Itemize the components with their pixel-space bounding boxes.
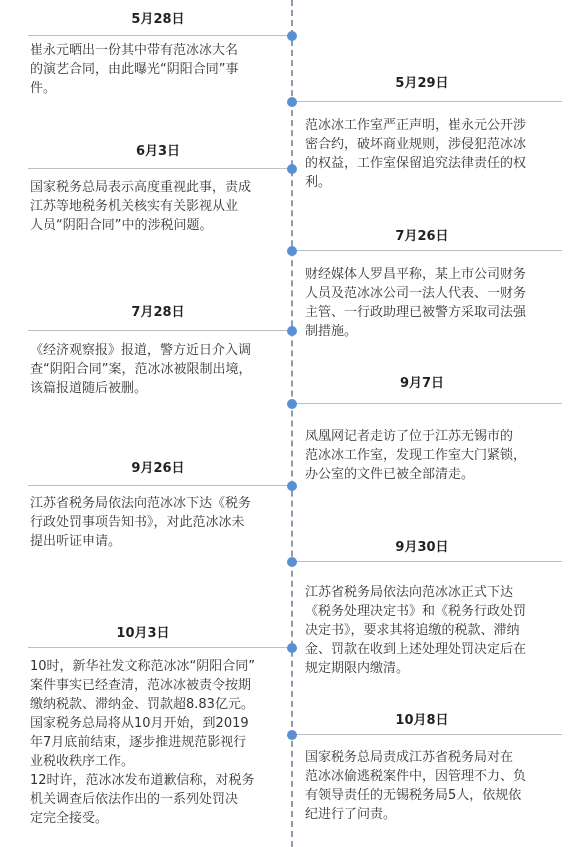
timeline-dot <box>287 246 297 256</box>
timeline-dot <box>287 643 297 653</box>
event-date: 7月26日 <box>395 229 449 244</box>
event-divider <box>28 330 292 331</box>
timeline-axis <box>291 0 293 847</box>
timeline-dot <box>287 97 297 107</box>
event-description: 国家税务总局责成江苏省税务局对在 范冰冰偷逃税案件中，因管理不力、负 有领导责任的无锡税务局5人，依规依 纪进行了问责。 <box>305 750 527 822</box>
timeline-dot <box>287 31 297 41</box>
event-description: 崔永元晒出一份其中带有范冰冰大名 的演艺合同，由此曝光“阴阳合同”事 件。 <box>30 43 239 96</box>
event-divider <box>292 561 562 562</box>
timeline-dot <box>287 164 297 174</box>
event-divider <box>28 647 292 648</box>
event-divider <box>28 35 292 36</box>
timeline-dot <box>287 730 297 740</box>
event-date: 7月28日 <box>131 305 185 320</box>
event-date: 6月3日 <box>135 144 181 159</box>
event-divider <box>292 101 562 102</box>
event-date: 9月30日 <box>395 540 449 555</box>
event-description: 《经济观察报》报道，警方近日介入调 查“阴阳合同”案，范冰冰被限制出境， 该篇报道随后被删。 <box>30 343 252 396</box>
timeline-dot <box>287 326 297 336</box>
event-divider <box>28 168 292 169</box>
event-description: 江苏省税务局依法向范冰冰下达《税务 行政处罚事项告知书》，对此范冰冰未 提出听证申请。 <box>30 496 252 549</box>
event-description: 范冰冰工作室严正声明，崔永元公开涉 密合约，破坏商业规则，涉侵犯范冰冰 的权益，工作室保留追究法律责任的权 利。 <box>305 118 527 190</box>
event-description: 10时，新华社发文称范冰冰“阴阳合同” 案件事实已经查清，范冰冰被责令按期 缴纳税款、滞纳金、罚款超8.83亿元。 国家税务总局将从10月开始，到2019 年7月底前结束，逐步推进规范影视行 业税收秩序工作。 12时许，范冰冰发布道歉信称，对税务 机关调查后依法作出的一系列处罚决 定完全接受。 <box>30 659 256 826</box>
event-date: 5月28日 <box>131 12 185 27</box>
event-description: 国家税务总局表示高度重视此事，责成 江苏等地税务机关核实有关影视从业 人员“阴阳合同”中的涉税问题。 <box>30 180 252 233</box>
event-description: 凤凰网记者走访了位于江苏无锡市的 范冰冰工作室，发现工作室大门紧锁， 办公室的文件已被全部清走。 <box>305 429 527 482</box>
event-date: 9月26日 <box>131 461 185 476</box>
event-date: 10月3日 <box>116 626 170 641</box>
timeline-dot <box>287 399 297 409</box>
event-divider <box>292 250 562 251</box>
event-date: 5月29日 <box>395 76 449 91</box>
event-divider <box>28 485 292 486</box>
event-date: 10月8日 <box>395 713 449 728</box>
timeline-dot <box>287 557 297 567</box>
event-divider <box>292 403 562 404</box>
event-description: 江苏省税务局依法向范冰冰正式下达 《税务处理决定书》和《税务行政处罚 决定书》，要求其将追缴的税款、滞纳 金、罚款在收到上述处理处罚决定后在 规定期限内缴清。 <box>305 585 527 676</box>
event-date: 9月7日 <box>399 376 445 391</box>
event-description: 财经媒体人罗昌平称，某上市公司财务 人员及范冰冰公司一法人代表、一财务 主管、一行政助理已被警方采取司法强 制措施。 <box>305 267 527 339</box>
event-divider <box>292 734 562 735</box>
timeline-dot <box>287 481 297 491</box>
